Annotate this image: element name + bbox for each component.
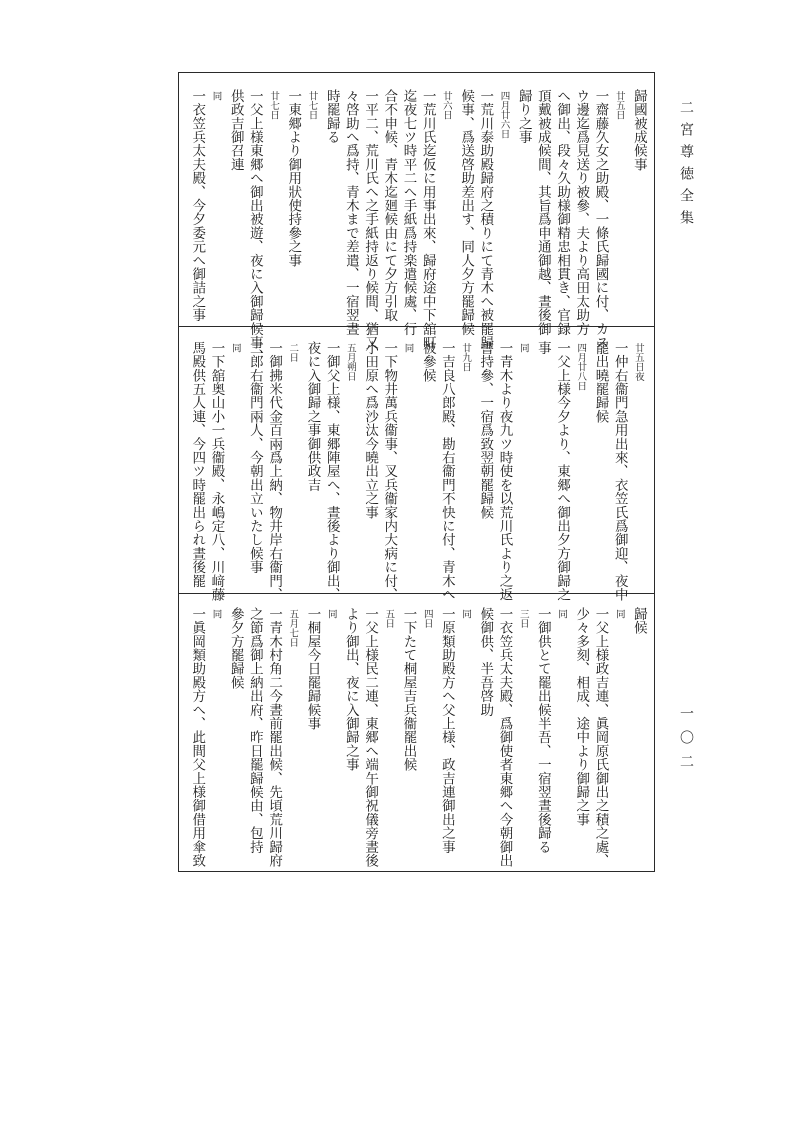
text-column: 一下舘奥山小一兵衞殿、永嶋定八、川﨑藤 — [208, 341, 225, 602]
date-label: 同 — [517, 343, 529, 353]
text-column: 一御拂米代金百兩爲上納、物井岸右衞門、 — [266, 341, 283, 602]
text-column: 一衣笠兵太夫殿、今夕委元へ御詰之事 — [189, 89, 206, 322]
date-label: 五月七日 — [287, 609, 299, 647]
text-column: へ御出、段々久助様御精忠相貫き、官録 — [554, 89, 571, 336]
date-label: 廿五日 — [613, 91, 625, 120]
text-column: ウ邊迄爲見送り被參、夫より高田太助方 — [573, 89, 590, 336]
date-label: 四月廿八日 — [575, 343, 587, 391]
date-label: 二日 — [287, 343, 299, 362]
date-label: 廿七日 — [306, 91, 318, 120]
text-column: 一父上様東郷へ御出被遊、夜に入御歸候事、 — [246, 89, 263, 363]
text-column: 一父上様民二連、東郷へ端午御祝儀旁晝後 — [362, 607, 379, 868]
text-column: 歸り之事 — [515, 89, 532, 144]
text-column: 歸國被成候事 — [630, 89, 647, 172]
text-column: 一仲右衞門急用出來、衣笠氏爲御迎、夜中 — [611, 341, 628, 602]
text-column: 事 — [534, 341, 551, 355]
text-column: 合不申候、青木迄廻候由にて夕方引取 — [381, 89, 398, 322]
page-number: 一〇二 — [678, 706, 694, 778]
text-column: 一父上様今夕より、東郷へ御出夕方御歸之 — [554, 341, 571, 602]
date-label: 五日 — [383, 609, 395, 628]
text-column: 一御供とて罷出候半吾、一宿翌晝後歸る — [534, 607, 551, 854]
date-label: 同 — [402, 343, 414, 353]
text-column: 夜に入御歸之事御供政吉 — [304, 341, 321, 492]
text-column: 一荒川氏迄仮に用事出來、歸府途中下舘町 — [419, 89, 436, 350]
date-label: 廿九日 — [460, 343, 472, 372]
text-column: 少々多刻、相成、途中より御歸之事 — [573, 607, 590, 827]
text-column: 三郎右衞門兩人、今朝出立いたし候事 — [246, 341, 263, 574]
date-label: 同 — [325, 609, 337, 619]
date-label: 同 — [613, 609, 625, 619]
text-column: 迄夜七ツ時平二へ手紙爲持楽遣候處、行 — [400, 89, 417, 336]
text-column: 書持參、一宿爲致翌朝罷歸候 — [477, 341, 494, 520]
text-column: 一衣笠兵太夫殿、爲御使者東郷へ今朝御出 — [496, 607, 513, 868]
text-column: 候事、爲送啓助差出す、同人夕方罷歸候 — [458, 89, 475, 336]
text-column: 一平二、荒川氏へ之手紙持返り候間、猶又 — [362, 89, 379, 350]
text-column: 一父上様政吉連、眞岡原氏御出之積之處、 — [592, 607, 609, 868]
book-title: 二宮尊徳全集 — [678, 100, 694, 232]
text-column: 一下たて桐屋吉兵衞罷出候 — [400, 607, 417, 772]
date-label: 同 — [556, 609, 568, 619]
section-divider-bottom — [179, 593, 654, 594]
text-column: 一齋藤久女之助殿、一條氏歸國に付、カス — [592, 89, 609, 350]
date-label: 廿七日 — [268, 91, 280, 120]
date-label: 三日 — [517, 609, 529, 628]
text-column: 小田原へ爲沙汰今曉出立之事 — [362, 341, 379, 520]
date-label: 四月廿六日 — [498, 91, 510, 139]
text-column: 一下物井萬兵衞事、叉兵衞家内大病に付、 — [381, 341, 398, 602]
date-label: 四日 — [421, 609, 433, 628]
text-column: 一原類助殿方へ父上様、政吉連御出之事 — [438, 607, 455, 854]
text-column: 一東郷より御用狀使持參之事 — [285, 89, 302, 268]
text-column: より御出、夜に入御歸之事 — [342, 607, 359, 772]
text-column: 馬殿供五人連、今四ツ時罷出られ晝後罷 — [189, 341, 206, 588]
text-column: 罷出曉罷歸候 — [592, 341, 609, 424]
text-column: 候御供、半吾啓助 — [477, 607, 494, 717]
text-column: 一荒川泰助殿歸府之積りにて青木へ被罷歸 — [477, 89, 494, 350]
text-column: 歸候 — [630, 607, 647, 635]
date-label: 同 — [229, 343, 241, 353]
text-column: 一吉良八郎殿、勘右衞門不快に付、青木へ — [438, 341, 455, 602]
page-frame — [178, 72, 655, 872]
text-column: 被參候 — [419, 341, 436, 383]
text-column: 一青木より夜九ツ時使を以荒川氏より之返 — [496, 341, 513, 602]
text-column: 一御父上様、東郷陣屋へ、晝後より御出、 — [323, 341, 340, 602]
date-label: 同 — [460, 609, 472, 619]
text-column: 一桐屋今日罷歸候事 — [304, 607, 321, 731]
date-label: 同 — [210, 91, 222, 101]
text-column: 頂戴被成候間、其旨爲申通御越、晝後御 — [534, 89, 551, 336]
text-column: 供政吉御召連 — [227, 89, 244, 172]
date-label: 廿六日 — [440, 91, 452, 120]
text-column: 參夕方罷歸候 — [227, 607, 244, 690]
date-label: 五月朔日 — [344, 343, 356, 381]
text-column: 々啓助へ爲持、青木まで差遣、一宿翌晝 — [342, 89, 359, 336]
text-column: 之節爲御上納出府、昨日罷歸候由、包持 — [246, 607, 263, 854]
date-label: 同 — [210, 609, 222, 619]
text-column: 時罷歸る — [323, 89, 340, 144]
text-column: 一眞岡類助殿方へ、此間父上様御借用傘致 — [189, 607, 206, 868]
date-label: 廿五日夜 — [632, 343, 644, 381]
text-column: 一青木村角二今晝前罷出候、先頃荒川歸府 — [266, 607, 283, 868]
